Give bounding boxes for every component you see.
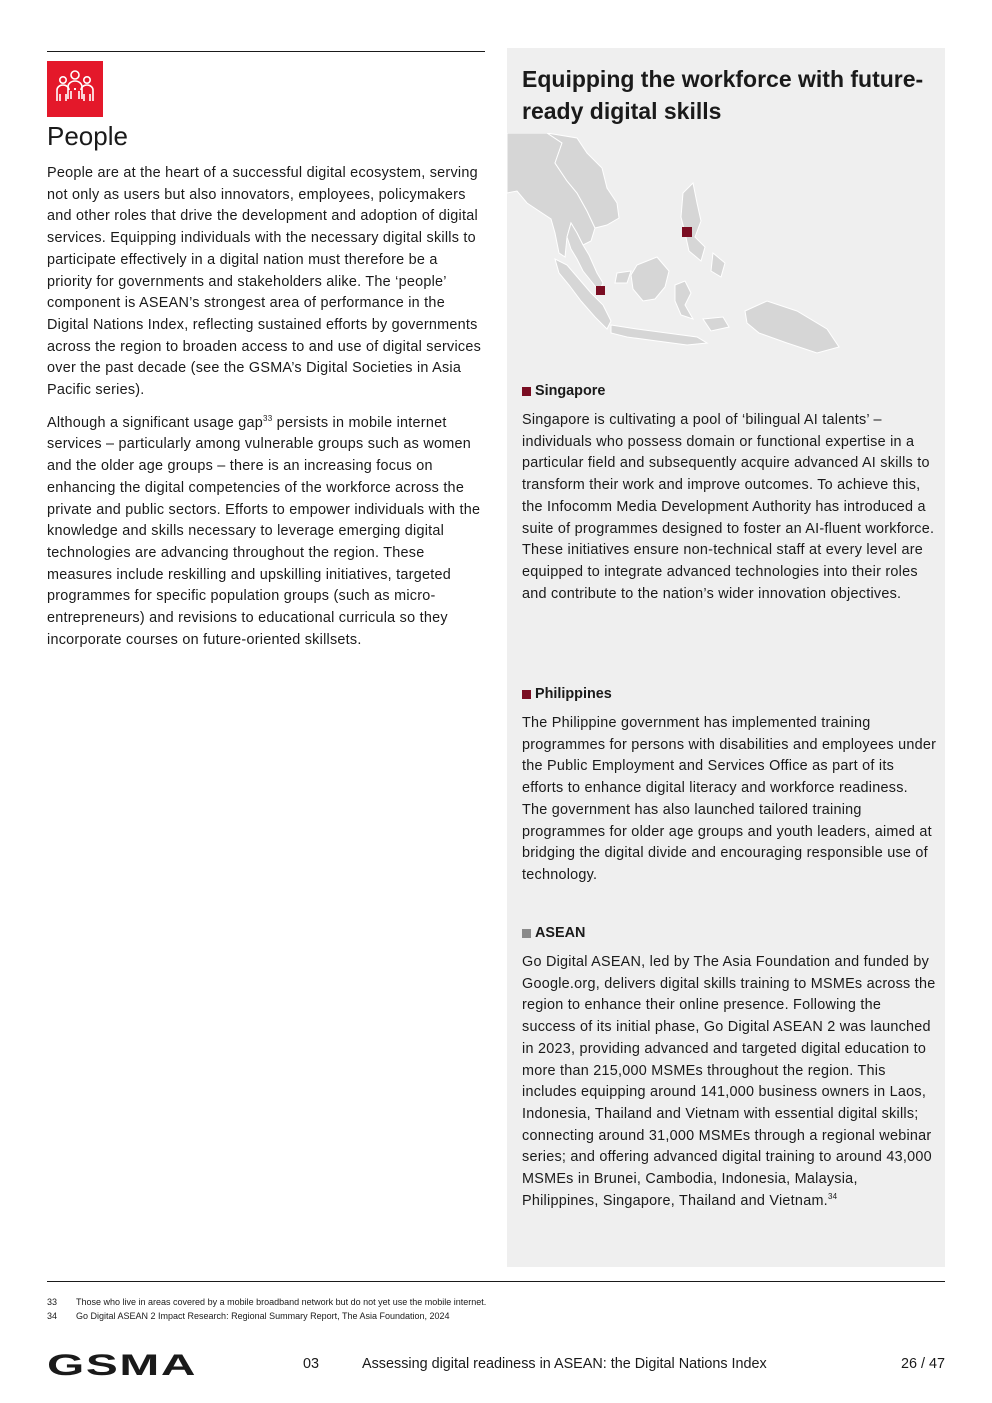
section-heading-singapore: Singapore — [535, 383, 606, 399]
southeast-asia-map-icon — [507, 133, 847, 363]
square-bullet-icon — [522, 690, 531, 699]
footnote-number: 34 — [47, 1311, 58, 1321]
square-bullet-icon — [522, 387, 531, 396]
footnote-ref-33: 33 — [263, 413, 273, 423]
document-title: Assessing digital readiness in ASEAN: the Digital Nations Index — [362, 1356, 767, 1372]
section-body-asean-wrap — [522, 952, 937, 1212]
paragraph-usage-gap-end: persists in mobile internet services – particularly among vulnerable groups such as women and the older age groups – there is an increasing focus on enhancing the digital competencies of the workforce across the private and public sectors. Efforts to empower individuals with the knowledge and skills necessary to leverage emerging digital technologies are advancing throughout the region. These measures include reskilling and upskilling initiatives, targeted programmes for specific population groups (such as micro-entrepreneurs) and revisions to educational curricula so they incorporate courses on future-oriented skillsets. — [47, 414, 481, 648]
left-body-text — [47, 163, 485, 662]
paragraph-usage-gap-start: Although a significant usage gap — [47, 414, 264, 431]
paragraph-usage-gap — [47, 413, 485, 652]
footnote-text: Go Digital ASEAN 2 Impact Research: Regional Summary Report, The Asia Foundation, 2024 — [76, 1311, 450, 1321]
footnote-rule — [47, 1281, 945, 1282]
gsma-logo-text: GSMA — [47, 1351, 197, 1377]
panel-title: Equipping the workforce with future-ready digital skills — [522, 66, 924, 124]
page-number: 26 / 47 — [900, 1356, 945, 1372]
top-rule — [47, 51, 485, 52]
footnote — [47, 1295, 486, 1309]
page-footer — [0, 1348, 992, 1378]
case-study-panel — [507, 48, 945, 1267]
gsma-logo — [47, 1351, 199, 1382]
section-singapore — [522, 383, 937, 605]
footnote-number: 33 — [47, 1297, 58, 1307]
section-title: People — [47, 121, 128, 151]
singapore-marker — [596, 286, 605, 295]
philippines-marker — [682, 227, 692, 237]
footnote — [47, 1309, 486, 1323]
chapter-number: 03 — [303, 1356, 320, 1372]
section-philippines — [522, 686, 937, 887]
section-heading-philippines: Philippines — [535, 686, 612, 702]
footnote-ref-34: 34 — [827, 1191, 838, 1201]
section-body-singapore: Singapore is cultivating a pool of ‘bilingual AI talents’ – individuals who possess domain or functional expertise in a particular field and subsequently acquire advanced AI skills to transform their work and improve outcomes. To achieve this, the Infocomm Media Development Authority has introduced a suite of programmes designed to foster an AI-fluent workforce. These initiatives ensure non-technical staff at every level are equipped to integrate advanced technologies into their roles and contribute to the nation’s wider innovation objectives. — [522, 412, 935, 602]
square-bullet-icon — [522, 929, 531, 938]
section-body-asean: Go Digital ASEAN, led by The Asia Foundation and funded by Google.org, delivers digital skills training to MSMEs across the region to enhance their online presence. Following the success of its initial phase, Go Digital ASEAN 2 was launched in 2023, providing advanced and targeted digital education to more than 215,000 MSMEs throughout the region. This includes equipping around 141,000 business owners in Laos, Indonesia, Thailand and Vietnam with essential digital skills; connecting around 31,000 MSMEs through a regional webinar series; and offering advanced digital training to around 43,000 MSMEs in Brunei, Cambodia, Indonesia, Malaysia, Philippines, Singapore, Thailand and Vietnam. — [522, 954, 936, 1209]
section-asean — [522, 925, 937, 1212]
people-group-icon — [47, 61, 103, 117]
footnote-text: Those who live in areas covered by a mobile broadband network but do not yet use the mobile internet. — [76, 1297, 487, 1307]
section-body-philippines: The Philippine government has implemented training programmes for persons with disabilities and employees under the Public Employment and Services Office as part of its efforts to enhance digital literacy and workforce readiness. The government has also launched tailored training programmes for older age groups and youth leaders, aimed at bridging the digital divide and encouraging responsible use of technology. — [522, 715, 937, 883]
section-heading-asean: ASEAN — [535, 925, 586, 941]
paragraph-intro: People are at the heart of a successful digital ecosystem, serving not only as users but also innovators, employees, policymakers and other roles that drive the development and adoption of digital services. Equipping individuals with the necessary digital skills to participate effectively in a digital nation must therefore be a priority for governments and stakeholders alike. The ‘people’ component is ASEAN’s strongest area of performance in the Digital Nations Index, reflecting sustained efforts by governments across the region to broaden access to and use of digital services over the past decade (see the GSMA’s Digital Societies in Asia Pacific series). — [47, 165, 482, 399]
footnotes — [47, 1295, 486, 1323]
